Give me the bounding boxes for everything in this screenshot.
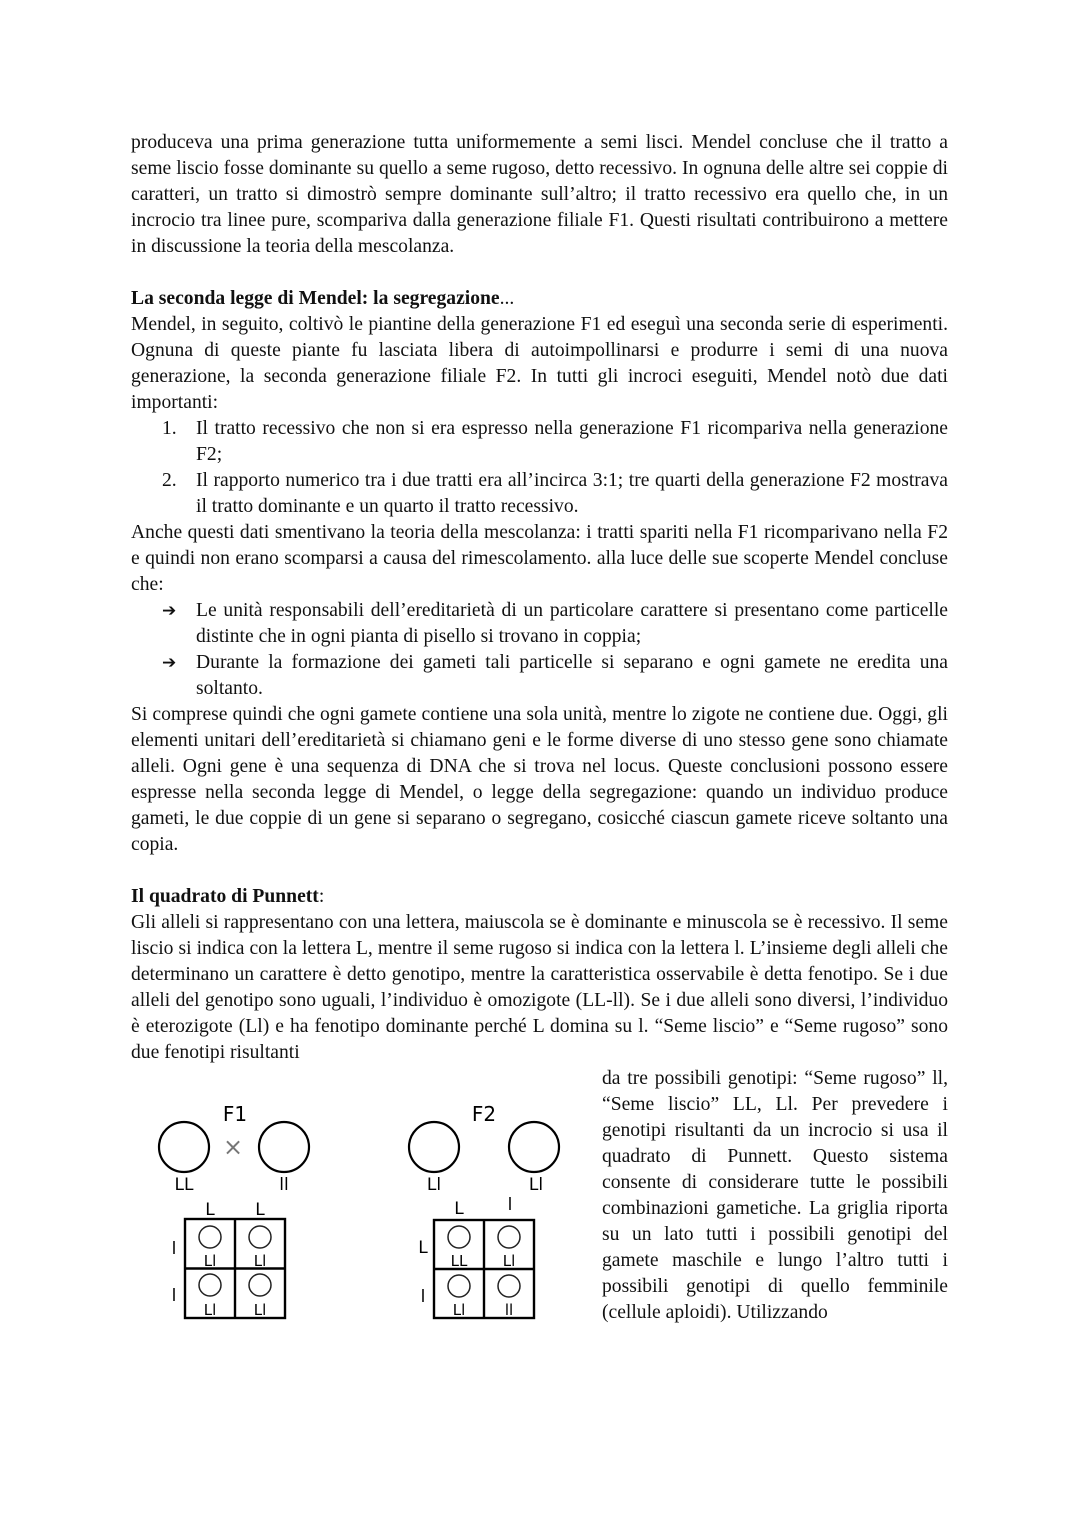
section-title-text: La seconda legge di Mendel: la segregazione [131, 288, 500, 309]
col-label: L [205, 1200, 215, 1220]
f2-diagram [409, 1102, 559, 1319]
punnett-paragraph-continued-column [602, 1066, 948, 1326]
cross-icon: × [222, 1133, 244, 1161]
list-number: 1. [162, 418, 177, 439]
col-label: L [255, 1200, 265, 1220]
offspring-circle [249, 1226, 271, 1248]
list-item [162, 468, 948, 520]
offspring-circle [498, 1275, 520, 1297]
offspring-circle [448, 1275, 470, 1297]
list-item-text: Il tratto recessivo che non si era espresso nella generazione F1 ricompariva nella generazione F2; [196, 418, 948, 465]
parent-right-genotype: ll [279, 1175, 289, 1195]
list-item [162, 416, 948, 468]
list-item-text: Durante la formazione dei gameti tali particelle si separano e ogni gamete ne eredita una soltanto. [196, 652, 948, 699]
parent-left-circle [409, 1122, 459, 1172]
row-label: l [171, 1239, 177, 1259]
section-title-punnett [131, 884, 948, 910]
punnett-diagrams-svg [140, 1090, 580, 1330]
parent-left-genotype: Ll [426, 1175, 442, 1195]
row-label: l [171, 1286, 177, 1306]
list-item [162, 598, 948, 650]
cell-genotype: LL [450, 1252, 468, 1270]
offspring-circle [199, 1274, 221, 1296]
segregation-paragraph-2: Anche questi dati smentivano la teoria della mescolanza: i tratti spariti nella F1 ricomparivano nella F2 e quindi non erano scomparsi a causa del rimescolamento. alla luce delle sue scoperte Mendel concluse che: [131, 522, 948, 595]
list-item [162, 650, 948, 702]
arrow-list [131, 598, 948, 702]
parent-right-genotype: Ll [528, 1175, 544, 1195]
parent-left-circle [159, 1122, 209, 1172]
cell-genotype: Ll [203, 1301, 217, 1319]
parent-right-circle [509, 1122, 559, 1172]
cell-genotype: Ll [253, 1252, 267, 1270]
offspring-circle [249, 1274, 271, 1296]
section-title-tail: : [318, 886, 325, 907]
punnett-paragraph-continued: da tre possibili genotipi: “Seme rugoso” ll, “Seme liscio” LL, Ll. Per prevedere i genotipi risultanti da un incrocio si usa il quadrato di Punnett. Questo sistema consente di considerare tutte le possibili combinazioni gametiche. La griglia riporta su un lato tutti i possibili genotipi del gamete maschile e lungo l’altro tutti i possibili genotipi di quello femminile (cellule aploidi). Utilizzando [602, 1068, 948, 1323]
document-page [131, 130, 948, 1323]
punnett-paragraph: Gli alleli si rappresentano con una lettera, maiuscola se è dominante e minuscola se è recessivo. Il seme liscio si indica con la lettera L, mentre il seme rugoso si indica con la lettera l. L’insieme degli alleli che determinano un carattere è detto genotipo, mentre la caratteristica osservabile è detta fenotipo. Se i due alleli del genotipo sono uguali, l’individuo è omozigote (LL-ll). Se i due alleli sono diversi, l’individuo è eterozigote (Ll) e ha fenotipo dominante perché L domina su l. “Seme liscio” e “Seme rugoso” sono due fenotipi risultanti [131, 912, 948, 1063]
section-title-text: Il quadrato di Punnett [131, 886, 319, 907]
cell-genotype: Ll [253, 1301, 267, 1319]
list-item-text: Il rapporto numerico tra i due tratti era all’incirca 3:1; tre quarti della generazione F2 mostrava il tratto dominante e un quarto il tratto recessivo. [196, 470, 948, 517]
segregation-paragraph-1: Mendel, in seguito, coltivò le piantine della generazione F1 ed eseguì una seconda serie di esperimenti. Ognuna di queste piante fu lasciata libera di autoimpollinarsi e produrre i semi di una nuova generazione, la seconda generazione filiale F2. In tutti gli incroci eseguiti, Mendel notò due dati importanti: [131, 314, 948, 413]
row-label: L [418, 1238, 428, 1258]
section-title-tail: ... [499, 288, 515, 309]
offspring-circle [199, 1226, 221, 1248]
col-label: L [454, 1199, 464, 1219]
cell-genotype: Ll [452, 1301, 466, 1319]
segregation-paragraph-3: Si comprese quindi che ogni gamete contiene una sola unità, mentre lo zigote ne contiene due. Oggi, gli elementi unitari dell’ereditarietà si chiamano geni e le forme diverse di uno stesso gene sono chiamate alleli. Ogni gene è una sequenza di DNA che si trova nel locus. Queste conclusioni possono essere espresse nella seconda legge di Mendel, o legge della segregazione: quando un individuo produce gameti, le due coppie di un gene si separano o segregano, cosicché ciascun gamete riceve soltanto una copia. [131, 704, 948, 855]
intro-paragraph: produceva una prima generazione tutta uniformemente a semi lisci. Mendel concluse che il tratto a seme liscio fosse dominante su quello a seme rugoso, detto recessivo. In ognuna delle altre sei coppie di caratteri, un tratto si dimostrò sempre dominante sull’altro; il tratto recessivo era quello che, in un incrocio tra linee pure, scompariva dalla generazione filiale F1. Questi risultati contribuirono a mettere in discussione la teoria della mescolanza. [131, 132, 948, 257]
offspring-circle [448, 1226, 470, 1248]
col-label: l [507, 1195, 513, 1215]
offspring-circle [498, 1226, 520, 1248]
arrow-right-icon: ➔ [162, 653, 177, 673]
f2-title: F2 [471, 1102, 497, 1126]
row-label: l [420, 1287, 426, 1307]
f1-diagram [159, 1102, 309, 1319]
numbered-list [131, 416, 948, 520]
list-item-text: Le unità responsabili dell’ereditarietà di un particolare carattere si presentano come particelle distinte che in ogni pianta di pisello si trovano in coppia; [196, 600, 948, 647]
f1-title: F1 [222, 1102, 248, 1126]
parent-left-genotype: LL [174, 1175, 194, 1195]
cell-genotype: ll [504, 1301, 514, 1319]
spacer [131, 260, 948, 286]
list-number: 2. [162, 470, 177, 491]
punnett-diagrams [140, 1090, 580, 1330]
cell-genotype: Ll [502, 1252, 516, 1270]
parent-right-circle [259, 1122, 309, 1172]
arrow-right-icon: ➔ [162, 601, 177, 621]
section-title-segregation [131, 286, 948, 312]
spacer [131, 858, 948, 884]
cell-genotype: Ll [203, 1252, 217, 1270]
